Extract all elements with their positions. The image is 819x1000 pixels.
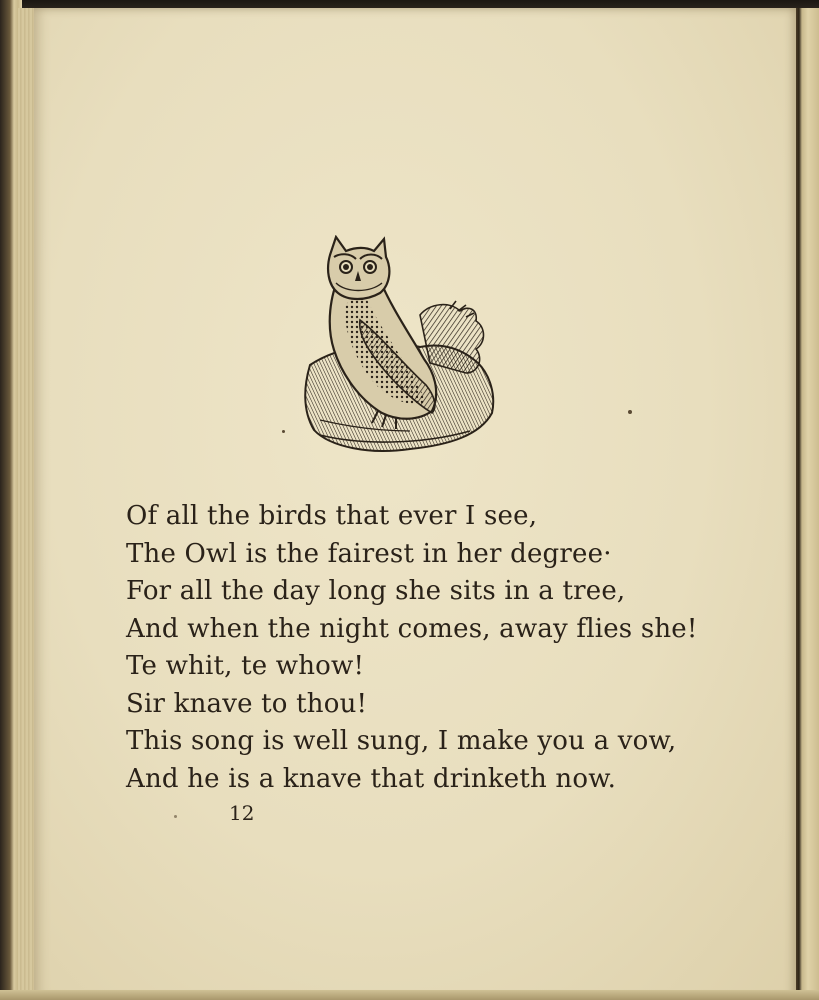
owl-woodcut-icon [300,235,496,460]
poem-line: Of all the birds that ever I see, [126,501,538,531]
bottom-page-edge [0,990,819,1000]
poem-line: For all the day long she sits in a tree, [126,576,626,606]
ink-speck [628,410,632,414]
poem-line: Te whit, te whow! [126,651,365,681]
poem-verse [126,498,726,798]
poem-line: The Owl is the fairest in her degree· [126,538,612,569]
ink-speck [282,430,285,433]
poem-line: And when the night comes, away flies she! [126,613,698,644]
poem-line: This song is well sung, I make you a vow, [126,726,677,756]
ink-speck [174,815,177,818]
poem-line: And he is a knave that drinketh now. [126,763,617,794]
right-cover-edge [796,8,819,1000]
page-number: 12 [229,801,255,825]
poem-line: Sir knave to thou! [126,688,368,719]
